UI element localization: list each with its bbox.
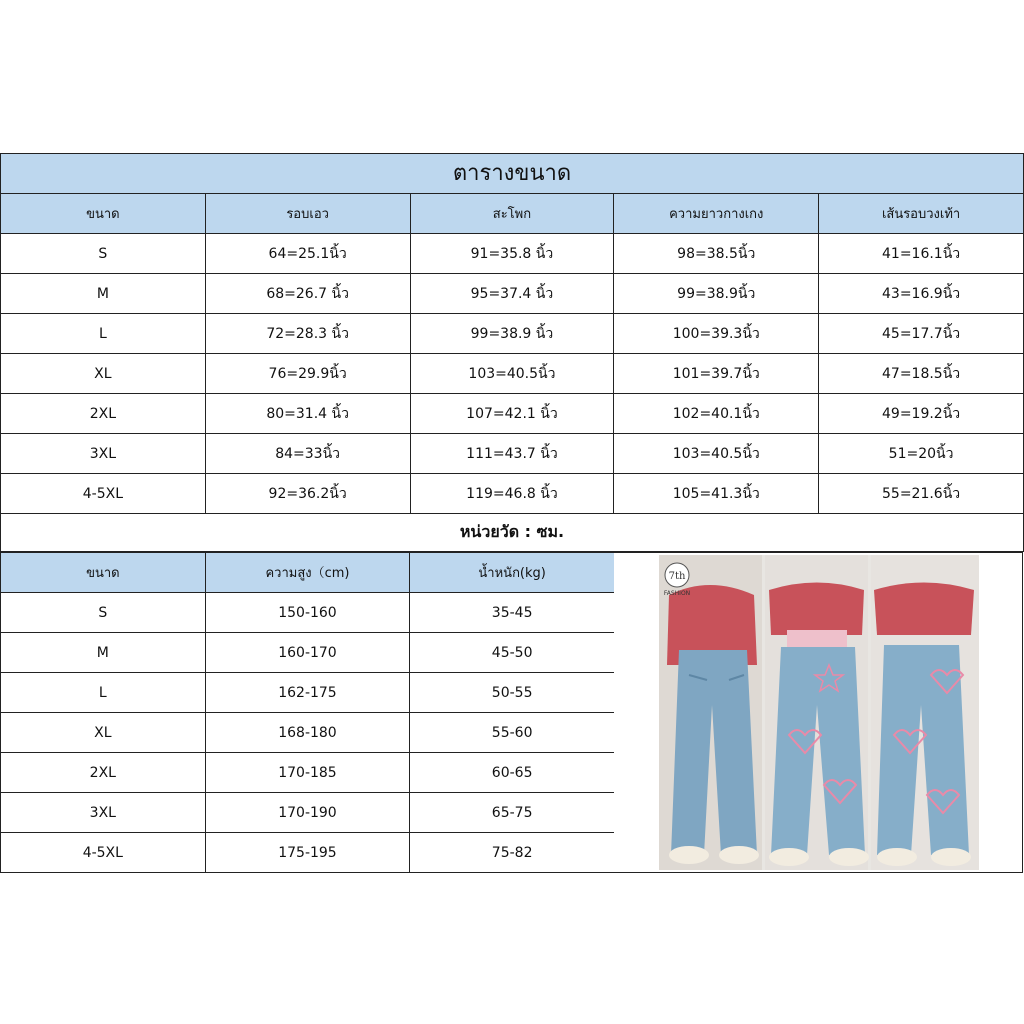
- table-cell: 80=31.4 นิ้ว: [205, 394, 410, 434]
- table-cell: 160-170: [205, 633, 410, 673]
- table-cell: XL: [1, 713, 206, 753]
- logo-text: 7th: [668, 571, 686, 582]
- table-cell: 43=16.9นิ้ว: [819, 274, 1024, 314]
- table-cell: 168-180: [205, 713, 410, 753]
- model-photo-2: [765, 555, 869, 870]
- product-photo: [659, 555, 979, 870]
- header-hip: สะโพก: [410, 194, 614, 234]
- table-row: [1, 274, 1024, 314]
- product-photo-cell: [614, 552, 1023, 873]
- table-cell: 170-185: [205, 753, 410, 793]
- table-cell: L: [1, 673, 206, 713]
- table-cell: 103=40.5นิ้ว: [614, 434, 819, 474]
- table-row: [1, 673, 615, 713]
- table-cell: 65-75: [410, 793, 615, 833]
- table-cell: 99=38.9นิ้ว: [614, 274, 819, 314]
- table-cell: 105=41.3นิ้ว: [614, 474, 819, 514]
- table-cell: 175-195: [205, 833, 410, 873]
- fit-guide-table: [0, 552, 615, 873]
- table-cell: 64=25.1นิ้ว: [205, 234, 410, 274]
- table-cell: S: [1, 593, 206, 633]
- table-cell: 75-82: [410, 833, 615, 873]
- table-cell: 103=40.5นิ้ว: [410, 354, 614, 394]
- table-cell: 2XL: [1, 394, 206, 434]
- table-cell: 98=38.5นิ้ว: [614, 234, 819, 274]
- table-cell: 47=18.5นิ้ว: [819, 354, 1024, 394]
- table-cell: 91=35.8 นิ้ว: [410, 234, 614, 274]
- header-size: ขนาด: [1, 194, 206, 234]
- table-row: [1, 434, 1024, 474]
- table-row: [1, 314, 1024, 354]
- table-cell: 76=29.9นิ้ว: [205, 354, 410, 394]
- table-cell: M: [1, 274, 206, 314]
- table-cell: 92=36.2นิ้ว: [205, 474, 410, 514]
- table-cell: 50-55: [410, 673, 615, 713]
- table-cell: 35-45: [410, 593, 615, 633]
- table-cell: XL: [1, 354, 206, 394]
- table-row: [1, 633, 615, 673]
- table-cell: 55=21.6นิ้ว: [819, 474, 1024, 514]
- table-row: [1, 593, 615, 633]
- table-row: [1, 793, 615, 833]
- table-cell: M: [1, 633, 206, 673]
- table-cell: 150-160: [205, 593, 410, 633]
- size-chart-title: ตารางขนาด: [0, 153, 1024, 195]
- table-row: [1, 474, 1024, 514]
- table-row: [1, 394, 1024, 434]
- table-cell: 60-65: [410, 753, 615, 793]
- table-cell: 4-5XL: [1, 474, 206, 514]
- table-cell: 111=43.7 นิ้ว: [410, 434, 614, 474]
- table-cell: 55-60: [410, 713, 615, 753]
- table-row: [1, 354, 1024, 394]
- table-cell: S: [1, 234, 206, 274]
- header-leg-opening: เส้นรอบวงเท้า: [819, 194, 1024, 234]
- table-row: [1, 833, 615, 873]
- header-height: ความสูง（cm): [205, 553, 410, 593]
- table-cell: 45=17.7นิ้ว: [819, 314, 1024, 354]
- header-length: ความยาวกางเกง: [614, 194, 819, 234]
- table-cell: 162-175: [205, 673, 410, 713]
- table-cell: 2XL: [1, 753, 206, 793]
- unit-note: หน่วยวัด : ซม.: [0, 513, 1024, 552]
- table-cell: 3XL: [1, 434, 206, 474]
- table-cell: 51=20นิ้ว: [819, 434, 1024, 474]
- table-cell: 95=37.4 นิ้ว: [410, 274, 614, 314]
- table-cell: 99=38.9 นิ้ว: [410, 314, 614, 354]
- table-cell: 100=39.3นิ้ว: [614, 314, 819, 354]
- size-chart: [0, 153, 1024, 872]
- logo-subtext: FASHION: [663, 590, 691, 597]
- header-weight: น้ำหนัก(kg): [410, 553, 615, 593]
- table-cell: 4-5XL: [1, 833, 206, 873]
- table-cell: L: [1, 314, 206, 354]
- table-cell: 102=40.1นิ้ว: [614, 394, 819, 434]
- model-photo-3: [871, 555, 979, 870]
- table-cell: 170-190: [205, 793, 410, 833]
- table-row: [1, 753, 615, 793]
- table-row: [1, 713, 615, 753]
- table-cell: 119=46.8 นิ้ว: [410, 474, 614, 514]
- table-cell: 107=42.1 นิ้ว: [410, 394, 614, 434]
- table-cell: 84=33นิ้ว: [205, 434, 410, 474]
- table-cell: 45-50: [410, 633, 615, 673]
- measurement-table: [0, 193, 1024, 514]
- table-header-row: [1, 194, 1024, 234]
- header-waist: รอบเอว: [205, 194, 410, 234]
- table-cell: 3XL: [1, 793, 206, 833]
- table-cell: 101=39.7นิ้ว: [614, 354, 819, 394]
- model-photo-1: [659, 555, 762, 870]
- table-header-row: [1, 553, 615, 593]
- header-size: ขนาด: [1, 553, 206, 593]
- table-cell: 41=16.1นิ้ว: [819, 234, 1024, 274]
- table-row: [1, 234, 1024, 274]
- table-cell: 49=19.2นิ้ว: [819, 394, 1024, 434]
- table-cell: 68=26.7 นิ้ว: [205, 274, 410, 314]
- table-cell: 72=28.3 นิ้ว: [205, 314, 410, 354]
